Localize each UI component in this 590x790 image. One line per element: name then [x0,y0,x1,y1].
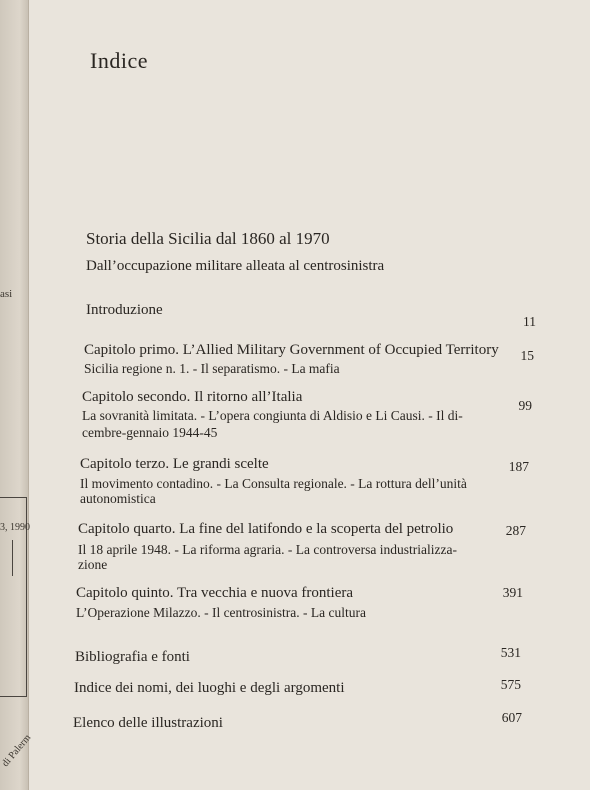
toc-entry-label: Introduzione [86,302,163,318]
toc-entry-page: 11 [523,314,536,329]
toc-entry-page: 287 [505,523,526,538]
toc-entry-label: Indice dei nomi, dei luoghi e degli argomenti [74,680,345,696]
toc-chapter-details: autonomistica [80,491,156,506]
toc-chapter-title: Capitolo secondo. Il ritorno all’Italia [82,389,303,405]
toc-chapter-details: L’Operazione Milazzo. - Il centrosinistra. - La cultura [76,605,367,620]
book-subtitle: Dall’occupazione militare alleata al centrosinistra [86,258,385,274]
toc-entry-page: 15 [520,348,534,363]
toc-chapter-details: Sicilia regione n. 1. - Il separatismo. - La mafia [84,361,340,376]
toc-entry-page: 99 [518,398,532,413]
toc-entry-page: 575 [500,677,521,692]
book-title: Storia della Sicilia dal 1860 al 1970 [86,229,330,248]
toc-chapter-details: zione [78,557,108,572]
facing-page-fragment: di Palerm [0,732,34,770]
toc-entry-label: Elenco delle illustrazioni [73,715,223,731]
toc-chapter-title: Capitolo primo. L’Allied Military Government of Occupied Territory [84,342,499,358]
toc-entry-label: Bibliografia e fonti [75,649,190,665]
toc-entry-page: 391 [502,585,523,600]
facing-page-rule [0,497,26,498]
toc-chapter-title: Capitolo terzo. Le grandi scelte [80,456,269,472]
toc-entry-page: 607 [501,710,522,725]
facing-page-fragment: asi [0,288,13,300]
facing-page-rule [0,696,26,697]
toc-chapter-details: Il 18 aprile 1948. - La riforma agraria. - La controversa industrializza- [78,542,457,557]
page-title: Indice [90,48,148,73]
facing-page-rule [12,540,13,576]
toc-chapter-details: cembre-gennaio 1944-45 [82,425,218,440]
toc-chapter-title: Capitolo quinto. Tra vecchia e nuova frontiera [76,585,354,601]
toc-chapter-details: La sovranità limitata. - L’opera congiunta di Aldisio e Li Causi. - Il di- [82,408,463,423]
toc-chapter-details: Il movimento contadino. - La Consulta regionale. - La rottura dell’unità [80,476,467,491]
toc-entry-page: 531 [500,645,521,660]
index-page [29,0,590,790]
toc-entry-page: 187 [508,459,529,474]
toc-chapter-title: Capitolo quarto. La fine del latifondo e la scoperta del petrolio [78,521,454,537]
facing-page-fragment: 3, 1990 [0,522,30,533]
facing-page-edge [0,0,34,790]
